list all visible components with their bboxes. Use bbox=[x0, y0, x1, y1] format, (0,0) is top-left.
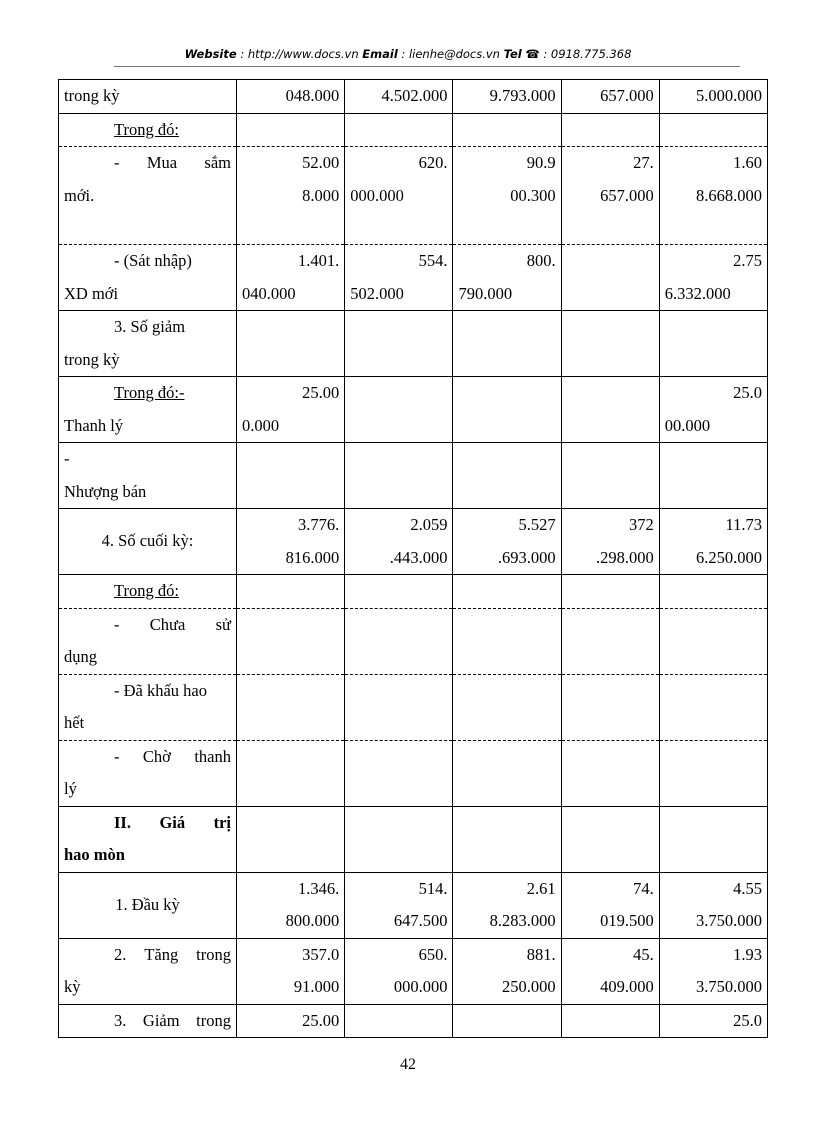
row-label: - Mua sắm mới. bbox=[59, 147, 237, 245]
row-label: 2. Tăng trong kỳ bbox=[59, 938, 237, 1004]
row-label: Trong đó: bbox=[59, 575, 237, 609]
table-cell bbox=[561, 1004, 659, 1038]
table-cell: 25.00 bbox=[237, 1004, 345, 1038]
table-row bbox=[59, 740, 768, 806]
table-cell: 620. 000.000 bbox=[345, 147, 453, 245]
table-cell: 372 .298.000 bbox=[561, 509, 659, 575]
table-cell bbox=[561, 443, 659, 509]
table-cell bbox=[659, 806, 767, 872]
table-cell: 52.00 8.000 bbox=[237, 147, 345, 245]
table-cell bbox=[659, 608, 767, 674]
table-cell bbox=[237, 113, 345, 147]
table-cell: 1.93 3.750.000 bbox=[659, 938, 767, 1004]
header-rule bbox=[114, 66, 740, 67]
table-cell bbox=[345, 608, 453, 674]
table-cell: 74. 019.500 bbox=[561, 872, 659, 938]
table-cell: 90.9 00.300 bbox=[453, 147, 561, 245]
table-cell bbox=[345, 740, 453, 806]
table-cell: 657.000 bbox=[561, 80, 659, 114]
table-cell: 9.793.000 bbox=[453, 80, 561, 114]
table-cell bbox=[345, 113, 453, 147]
table-cell bbox=[345, 443, 453, 509]
table-cell: 5.527 .693.000 bbox=[453, 509, 561, 575]
table-cell bbox=[345, 377, 453, 443]
table-cell: 800. 790.000 bbox=[453, 245, 561, 311]
website-value: : http://www.docs.vn bbox=[236, 47, 363, 61]
table-cell bbox=[237, 674, 345, 740]
table-cell: 357.0 91.000 bbox=[237, 938, 345, 1004]
table-cell bbox=[561, 113, 659, 147]
table-row bbox=[59, 806, 768, 872]
table-row bbox=[59, 674, 768, 740]
table-cell bbox=[659, 674, 767, 740]
table-cell: 25.0 00.000 bbox=[659, 377, 767, 443]
row-label: - Nhượng bán bbox=[59, 443, 237, 509]
row-label: 1. Đầu kỳ bbox=[59, 872, 237, 938]
table-cell bbox=[561, 311, 659, 377]
table-cell: 4.55 3.750.000 bbox=[659, 872, 767, 938]
website-label: Website bbox=[184, 47, 237, 61]
table-cell: 27. 657.000 bbox=[561, 147, 659, 245]
table-cell bbox=[453, 575, 561, 609]
table-cell bbox=[453, 806, 561, 872]
table-row bbox=[59, 245, 768, 311]
table-cell bbox=[453, 1004, 561, 1038]
table-cell bbox=[453, 443, 561, 509]
tel-value: : 0918.775.368 bbox=[539, 47, 632, 61]
table-cell bbox=[659, 575, 767, 609]
table-cell: 2.61 8.283.000 bbox=[453, 872, 561, 938]
table-row bbox=[59, 872, 768, 938]
email-label: Email bbox=[362, 47, 398, 61]
table-row bbox=[59, 113, 768, 147]
row-label: - (Sát nhập) XD mới bbox=[59, 245, 237, 311]
table-cell: 2.059 .443.000 bbox=[345, 509, 453, 575]
table-row bbox=[59, 938, 768, 1004]
table-cell: 554. 502.000 bbox=[345, 245, 453, 311]
table-cell bbox=[659, 113, 767, 147]
table-cell bbox=[345, 575, 453, 609]
row-label: Trong đó:- Thanh lý bbox=[59, 377, 237, 443]
table-cell bbox=[659, 311, 767, 377]
email-value: : lienhe@docs.vn bbox=[397, 47, 504, 61]
table-cell bbox=[237, 608, 345, 674]
table-cell bbox=[237, 311, 345, 377]
table-cell bbox=[561, 806, 659, 872]
row-label: Trong đó: bbox=[59, 113, 237, 147]
table-cell bbox=[561, 245, 659, 311]
table-cell bbox=[561, 377, 659, 443]
phone-icon: ☎ bbox=[525, 47, 540, 61]
table-row bbox=[59, 80, 768, 114]
page-header bbox=[0, 47, 816, 61]
table-row bbox=[59, 575, 768, 609]
row-label: - Chưa sử dụng bbox=[59, 608, 237, 674]
table-cell bbox=[237, 806, 345, 872]
table-row bbox=[59, 1004, 768, 1038]
table-row bbox=[59, 377, 768, 443]
table-cell bbox=[453, 608, 561, 674]
table-cell bbox=[561, 608, 659, 674]
tel-label: Tel bbox=[503, 47, 522, 61]
table-cell bbox=[345, 311, 453, 377]
table-row bbox=[59, 147, 768, 245]
table-cell: 881. 250.000 bbox=[453, 938, 561, 1004]
table-cell bbox=[561, 575, 659, 609]
table-cell bbox=[345, 674, 453, 740]
table-row bbox=[59, 443, 768, 509]
table-cell bbox=[453, 113, 561, 147]
asset-table bbox=[58, 79, 768, 1038]
row-label: - Đã khấu hao hết bbox=[59, 674, 237, 740]
row-label: trong kỳ bbox=[59, 80, 237, 114]
table-cell: 5.000.000 bbox=[659, 80, 767, 114]
table-cell: 4.502.000 bbox=[345, 80, 453, 114]
row-label: II. Giá trị hao mòn bbox=[59, 806, 237, 872]
row-label: - Chờ thanh lý bbox=[59, 740, 237, 806]
table-cell: 514. 647.500 bbox=[345, 872, 453, 938]
table-cell bbox=[345, 1004, 453, 1038]
table-cell: 1.401. 040.000 bbox=[237, 245, 345, 311]
table-cell: 11.73 6.250.000 bbox=[659, 509, 767, 575]
table-cell bbox=[453, 740, 561, 806]
table-row bbox=[59, 509, 768, 575]
table-cell bbox=[561, 740, 659, 806]
row-label: 3. Giảm trong bbox=[59, 1004, 237, 1038]
table-cell: 45. 409.000 bbox=[561, 938, 659, 1004]
page-number: 42 bbox=[400, 1056, 416, 1073]
table-cell bbox=[453, 311, 561, 377]
table-row bbox=[59, 311, 768, 377]
table-cell bbox=[237, 575, 345, 609]
table-row bbox=[59, 608, 768, 674]
table-cell bbox=[453, 377, 561, 443]
table-cell: 2.75 6.332.000 bbox=[659, 245, 767, 311]
row-label: 4. Số cuối kỳ: bbox=[59, 509, 237, 575]
table-cell bbox=[561, 674, 659, 740]
table-cell: 048.000 bbox=[237, 80, 345, 114]
table-cell: 650. 000.000 bbox=[345, 938, 453, 1004]
table-cell bbox=[659, 740, 767, 806]
table-cell: 3.776. 816.000 bbox=[237, 509, 345, 575]
row-label: 3. Số giảm trong kỳ bbox=[59, 311, 237, 377]
table-cell: 25.00 0.000 bbox=[237, 377, 345, 443]
table-cell: 1.60 8.668.000 bbox=[659, 147, 767, 245]
table-cell bbox=[237, 443, 345, 509]
table-cell bbox=[659, 443, 767, 509]
table-cell: 1.346. 800.000 bbox=[237, 872, 345, 938]
table-cell: 25.0 bbox=[659, 1004, 767, 1038]
table-cell bbox=[237, 740, 345, 806]
table-cell bbox=[453, 674, 561, 740]
table-cell bbox=[345, 806, 453, 872]
